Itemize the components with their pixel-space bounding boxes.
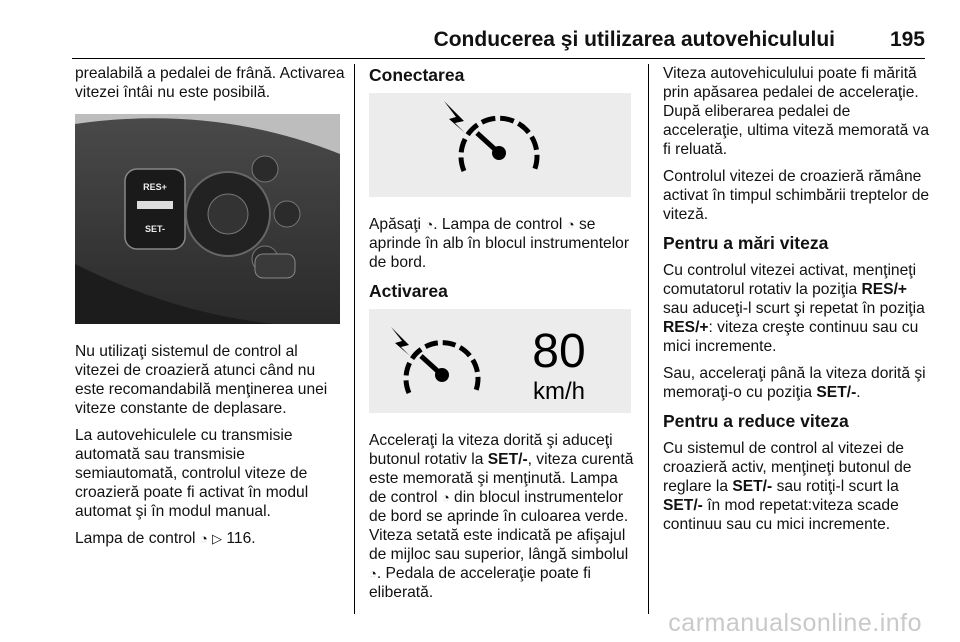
paragraph: prealabilă a pedalei de frână. Activarea vitezei întâi nu este posibilă. — [75, 65, 345, 101]
cruise-control-icon: ◔ — [369, 566, 377, 581]
activate-panel — [369, 309, 631, 413]
page-title: Conducerea şi utilizarea autovehiculului — [433, 28, 835, 51]
column-2 — [369, 64, 635, 610]
res-label: RES+ — [143, 182, 167, 192]
speed-display-icon — [369, 309, 631, 413]
cruise-control-icon: ◔ — [425, 217, 434, 232]
column-3 — [663, 64, 931, 542]
paragraph: Acceleraţi la viteza dorită şi aduceţi butonul rotativ la SET/-, viteza curentă este memorată şi menţinută. Lampa de control ◔ din blocul instrumentelor de bord se aprinde în culoarea verde. Viteza setată este indicată pe afişajul de mijloc sau superior, lângă simbolul ◔. Pedala de acceleraţie poate fi eliberată. — [369, 432, 634, 601]
set-label: SET- — [144, 224, 166, 234]
speed-value: 80 — [532, 325, 586, 378]
paragraph: Sau, acceleraţi până la viteza dorită şi memoraţi-o cu poziţia SET/-. — [663, 365, 926, 401]
reference-arrow-icon: ▷ — [212, 531, 223, 546]
page-number: 195 — [889, 28, 925, 51]
heading-reduce: Pentru a reduce viteza — [663, 411, 849, 431]
column-divider — [648, 64, 649, 614]
heading-increase: Pentru a mări viteza — [663, 233, 829, 253]
cruise-control-icon: ◔ — [199, 531, 208, 546]
paragraph: Cu sistemul de control al vitezei de croazieră activ, menţineţi butonul de reglare la SET/- sau rotiţi-l scurt la SET/- în mod repetat:viteza scade continuu sau cu mici incremente. — [663, 440, 912, 533]
steering-wheel-controls-photo — [75, 114, 340, 324]
paragraph: Nu utilizaţi sistemul de control al vitezei de croazieră atunci când nu este recomandabilă menţinerea unei viteze constante de deplasare. — [75, 343, 328, 417]
cruise-control-icon: ◔ — [566, 217, 575, 232]
heading-activate: Activarea — [369, 281, 448, 301]
speed-unit: km/h — [532, 378, 586, 405]
watermark: carmanualsonline.info — [668, 609, 922, 637]
connect-panel — [369, 93, 631, 197]
page-header — [72, 28, 925, 59]
paragraph: Cu controlul vitezei activat, menţineţi comutatorul rotativ la poziţia RES/+ sau aduceţi-l scurt şi repetat în poziţia RES/+: viteza creşte continuu sau cu mici incremente. — [663, 262, 925, 355]
column-1 — [75, 64, 345, 556]
paragraph: Apăsaţi ◔. Lampa de control ◔ se aprinde în alb în blocul instrumentelor de bord. — [369, 216, 630, 271]
paragraph: Controlul vitezei de croazieră rămâne activat în timpul schimbării treptelor de viteză. — [663, 168, 930, 223]
paragraph: Viteza autovehiculului poate fi mărită prin apăsarea pedalei de acceleraţie. După eliberarea pedalei de acceleraţie, ultima viteză memorată va fi reluată. — [663, 65, 930, 158]
speedometer-icon — [369, 93, 631, 197]
paragraph: La autovehiculele cu transmisie automată sau transmisie semiautomată, controlul viteze de croazieră poate fi activat în modul automat şi în modul manual. — [75, 427, 309, 520]
paragraph: Lampa de control ◔ ▷ 116. — [75, 530, 256, 547]
column-divider — [354, 64, 355, 614]
heading-connect: Conectarea — [369, 65, 465, 85]
cruise-control-icon: ◔ — [441, 490, 450, 505]
